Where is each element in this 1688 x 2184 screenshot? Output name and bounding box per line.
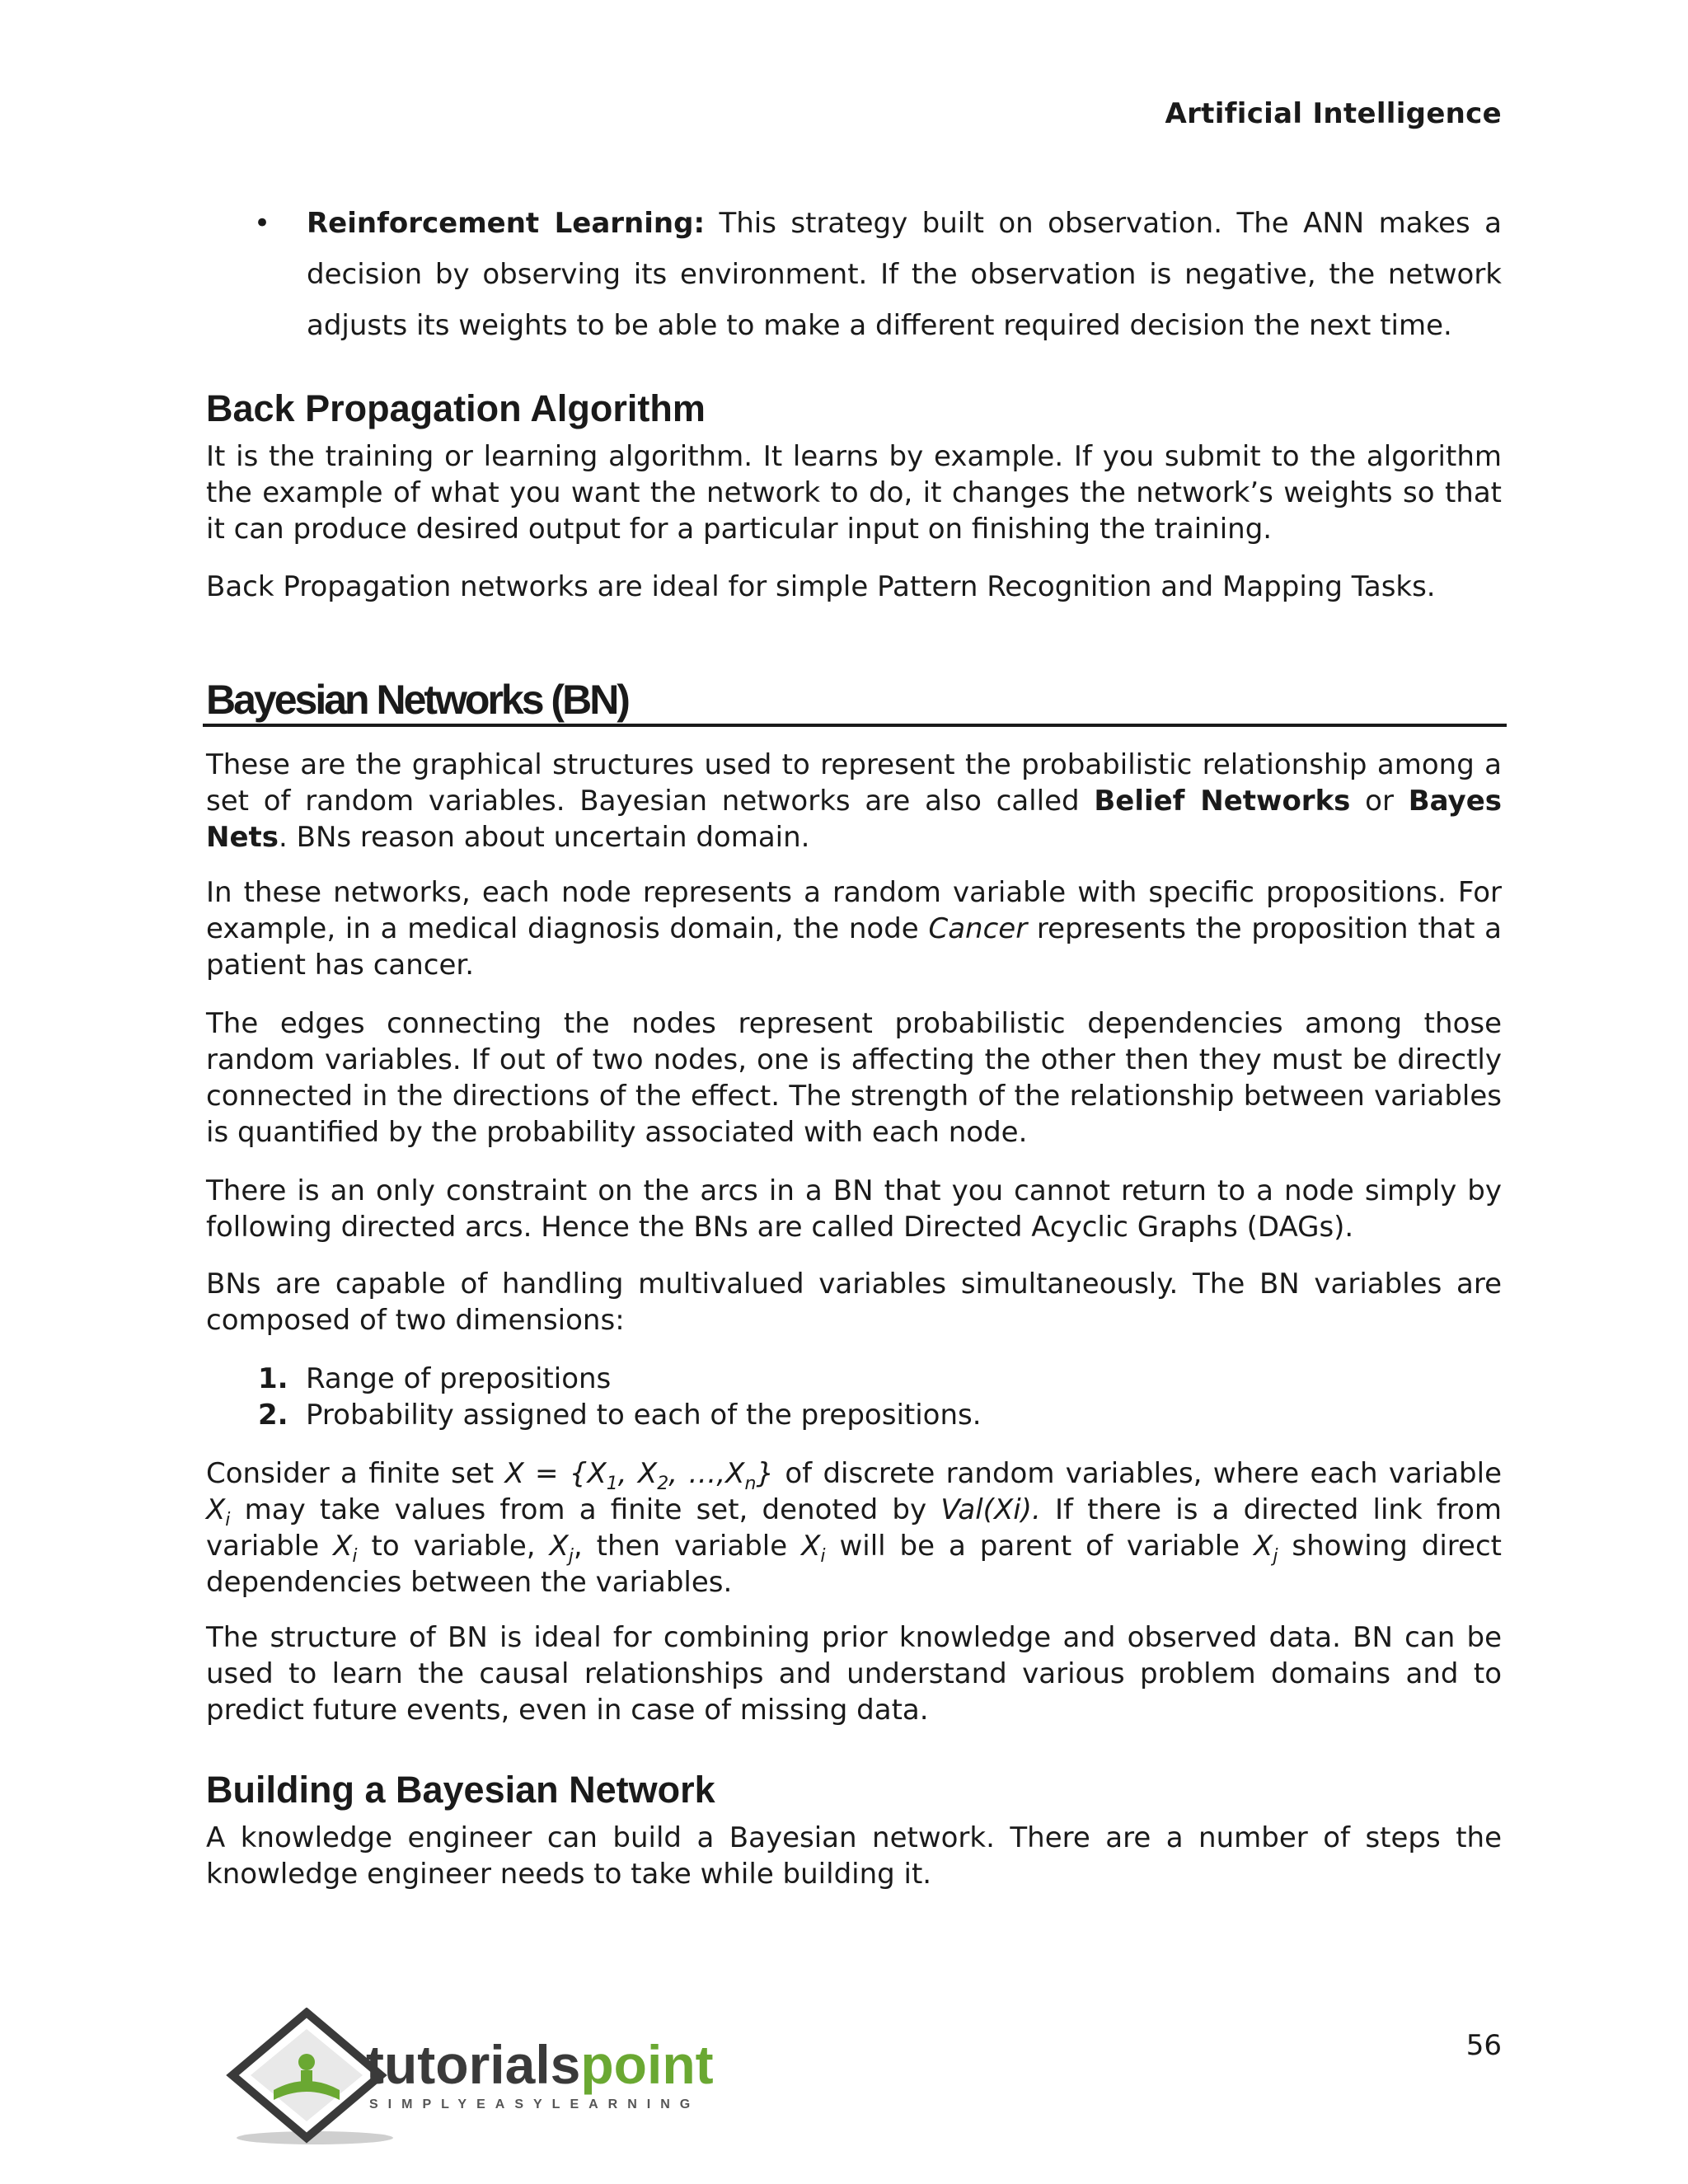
heading-building-bn: Building a Bayesian Network xyxy=(206,1769,715,1811)
p6-sub: 1 xyxy=(606,1473,618,1494)
bullet-text xyxy=(307,198,1502,351)
list-item xyxy=(258,1397,982,1433)
p6-sub: j xyxy=(568,1545,574,1567)
bn-paragraph-7-container xyxy=(206,1619,1502,1728)
bullet-term: Reinforcement Learning: xyxy=(307,207,706,240)
p6-sub: i xyxy=(820,1545,826,1567)
logo-word-point: point xyxy=(580,2034,714,2095)
bn-paragraph-3-container xyxy=(206,1005,1502,1151)
heading-back-propagation: Back Propagation Algorithm xyxy=(206,387,706,429)
list-text: Probability assigned to each of the prepositions. xyxy=(306,1399,982,1432)
p6-var xyxy=(1254,1530,1278,1567)
page-number: 56 xyxy=(1465,2029,1502,2062)
p6-var-x: X xyxy=(801,1530,821,1563)
heading-underline xyxy=(203,724,1507,727)
p6-var-x: X xyxy=(333,1530,353,1563)
bn-p1-text-c: . BNs reason about uncertain domain. xyxy=(279,821,810,854)
p6-var-x: X xyxy=(1254,1530,1273,1563)
p6-set-notation xyxy=(504,1457,775,1494)
p6-sub: i xyxy=(225,1509,231,1530)
build-paragraph-1-container xyxy=(206,1820,1502,1892)
bpa-paragraph-1-container xyxy=(206,438,1502,547)
bn-p1-text-a: These are the graphical structures used to represent the probabilistic relationship among a set of random variables. Bayesian networks are also called xyxy=(206,748,1502,818)
p6-text: to variable, xyxy=(357,1530,550,1563)
bn-p1-bold-belief: Belief Networks xyxy=(1094,785,1351,818)
bn-paragraph-5: BNs are capable of handling multivalued variables simultaneously. The BN variables are composed of two dimensions: xyxy=(206,1268,1502,1337)
p6-set-close: } xyxy=(756,1457,775,1490)
bpa-paragraph-2: Back Propagation networks are ideal for simple Pattern Recognition and Mapping Tasks. xyxy=(206,570,1436,603)
p6-text: will be a parent of variable xyxy=(825,1530,1254,1563)
p6-sub: 2 xyxy=(657,1473,669,1494)
bn-paragraph-2-container xyxy=(206,874,1502,983)
p6-text: If there is a directed link from variable xyxy=(206,1493,1502,1563)
build-paragraph-1: A knowledge engineer can build a Bayesian network. There are a number of steps the knowledge engineer needs to take while building it. xyxy=(206,1821,1502,1891)
bn-paragraph-6 xyxy=(206,1455,1502,1601)
p6-var xyxy=(801,1530,826,1567)
bpa-paragraph-2-container xyxy=(206,569,1502,605)
bn-paragraph-5-container xyxy=(206,1266,1502,1338)
list-number: 1. xyxy=(258,1362,288,1395)
bn-paragraph-1-container xyxy=(206,747,1502,855)
p6-sub: i xyxy=(352,1545,358,1567)
list-item xyxy=(258,1361,982,1397)
bn-paragraph-4-container xyxy=(206,1173,1502,1245)
p6-sub: n xyxy=(744,1473,757,1494)
bpa-paragraph-1: It is the training or learning algorithm. It learns by example. If you submit to the algorithm the example of what you want the network to do, it changes the network’s weights so that it can produce desired output for a particular input on finishing the training. xyxy=(206,440,1502,546)
bullet-item-reinforcement xyxy=(254,198,1502,351)
numbered-list xyxy=(258,1361,982,1433)
p6-val: Val(Xi). xyxy=(940,1493,1041,1526)
p6-set-open: X = {X xyxy=(504,1457,607,1490)
heading-bayesian-networks: Bayesian Networks (BN) xyxy=(206,677,628,723)
p6-var-x: X xyxy=(206,1493,226,1526)
bn-paragraph-7: The structure of BN is ideal for combining prior knowledge and observed data. BN can be used to learn the causal relationships and understand various problem domains and to predict future events, even in case of missing data. xyxy=(206,1621,1502,1727)
p6-text: of discrete random variables, where each variable xyxy=(774,1457,1502,1490)
bullet-body: This strategy built on observation. The ANN makes a decision by observing its environment. If the observation is negative, the network adjusts its weights to be able to make a different required decision the next time. xyxy=(307,207,1502,342)
p6-set-comma: , …,X xyxy=(668,1457,745,1490)
logo-tagline: SIMPLYEASYLEARNING xyxy=(369,2097,701,2111)
tutorialspoint-logo xyxy=(216,2008,743,2148)
p6-sub: j xyxy=(1273,1545,1278,1567)
p6-text: Consider a finite set xyxy=(206,1457,505,1490)
p6-var xyxy=(549,1530,574,1567)
p6-var-x: X xyxy=(549,1530,569,1563)
p6-var xyxy=(206,1493,231,1530)
p6-text: showing direct dependencies between the variables. xyxy=(206,1530,1502,1599)
bn-p1-bold-bayes: Bayes Nets xyxy=(206,785,1502,854)
bn-paragraph-6-container xyxy=(206,1455,1502,1601)
section-building-bn xyxy=(206,1769,1502,1811)
bn-p2-italic-cancer: Cancer xyxy=(928,912,1028,945)
logo-figure-body xyxy=(301,2070,312,2087)
bn-p2-text-b: represents the proposition that a patient has cancer. xyxy=(206,912,1502,982)
bn-paragraph-3: The edges connecting the nodes represent probabilistic dependencies among those random variables. If out of two nodes, one is affecting the other then they must be directly connected in the directions of the effect. The strength of the relationship between variables is quantified by the probability associated with each node. xyxy=(206,1007,1502,1149)
section-back-propagation xyxy=(206,387,1502,430)
p6-set-comma: , X xyxy=(617,1457,658,1490)
logo-word-tutorials: tutorials xyxy=(366,2034,581,2095)
logo-figure-head xyxy=(298,2054,315,2070)
bn-paragraph-4: There is an only constraint on the arcs in a BN that you cannot return to a node simply by following directed arcs. Hence the BNs are called Directed Acyclic Graphs (DAGs). xyxy=(206,1174,1502,1244)
bn-paragraph-1 xyxy=(206,747,1502,855)
bullet-dot-icon: • xyxy=(254,207,271,240)
p6-text: may take values from a finite set, denoted by xyxy=(230,1493,941,1526)
list-text: Range of prepositions xyxy=(306,1362,612,1395)
running-header: Artificial Intelligence xyxy=(1165,97,1502,130)
list-number: 2. xyxy=(258,1399,288,1432)
p6-text: , then variable xyxy=(573,1530,802,1563)
p6-var xyxy=(333,1530,358,1567)
bn-paragraph-2 xyxy=(206,874,1502,983)
section-bayesian-networks xyxy=(206,676,1502,724)
bn-p2-text-a: In these networks, each node represents a random variable with specific propositions. For example, in a medical diagnosis domain, the node xyxy=(206,876,1502,945)
logo-wordmark xyxy=(366,2034,714,2095)
bn-p1-or: or xyxy=(1350,785,1409,818)
